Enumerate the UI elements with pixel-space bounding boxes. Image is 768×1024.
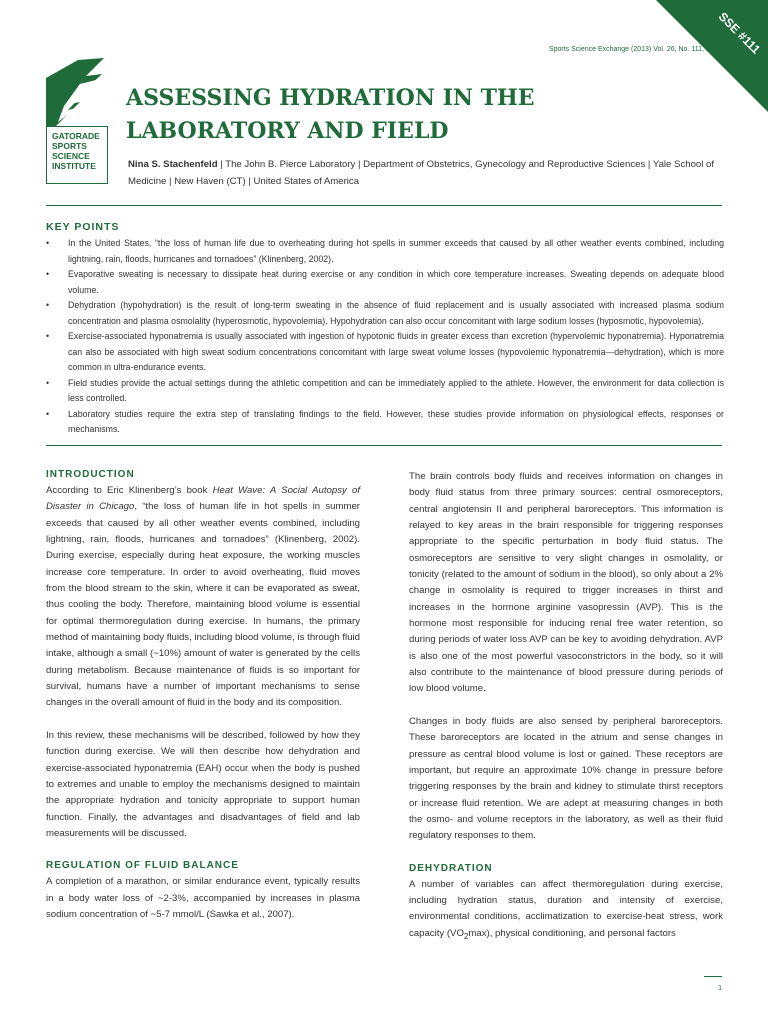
key-point-item: • Dehydration (hypohydration) is the result of long-term sweating in the absence of fluid replacement and is usually associated with increased plasma sodium concentration and plasma osmolality (hyperosmotic, hypovolemia). Hypohydration can also occur concomitant with large sodium losses (hyposmotic, hypovolemia). <box>46 298 724 329</box>
journal-citation: Sports Science Exchange (2013) Vol. 26, No. 111, 1-4 <box>548 46 716 53</box>
key-points-divider <box>46 445 722 446</box>
left-column <box>46 467 360 923</box>
author-affiliation: | The John B. Pierce Laboratory | Department of Obstetrics, Gynecology and Reproductive Sciences | Yale School of Medicine | New Haven (CT) | United States of America <box>128 159 715 187</box>
dehydration-paragraph-1: A number of variables can affect thermoregulation during exercise, including hydration status, duration and intensity of exercise, environmental conditions, acclimatization to exercise-heat stress, work capacity $(VO_2\max)$, physical conditioning, and personal factors <box>409 878 723 941</box>
introduction-paragraph-2: In this review, these mechanisms will be described, followed by how they function during exercise. We will then describe how dehydration and exercise-associated hyponatremia (EAH) occur when the body is pushed to extremes and unable to employ the mechanisms designed to maintain the appropriate hydration and tonicity appropriate to support human function. Finally, the advantages and disadvantages of field and lab measurements will be discussed. <box>46 729 360 839</box>
dehydration-heading: DEHYDRATION <box>409 862 493 874</box>
right-column <box>409 469 723 945</box>
author-name: Nina S. Stachenfeld <box>128 159 218 170</box>
byline <box>128 156 724 190</box>
logo-text-line: GATORADE <box>52 131 100 141</box>
introduction-heading: INTRODUCTION <box>46 469 135 480</box>
key-point-item: • Evaporative sweating is necessary to dissipate heat during exercise or any condition in which core temperature increases. Sweating depends on adequate blood volume. <box>46 267 724 298</box>
key-points-list <box>46 236 724 438</box>
logo-text-line: SPORTS <box>52 141 87 151</box>
header-divider <box>46 205 722 206</box>
book-title: Heat Wave: A Social Autopsy of Disaster in Chicago <box>46 485 360 513</box>
key-points-title: KEY POINTS <box>46 221 120 233</box>
logo-text-line: SCIENCE <box>52 151 90 161</box>
key-point-item: • Field studies provide the actual settings during the athletic competition and can be immediately applied to the athlete. However, the environment for data collection is less controlled. <box>46 376 724 407</box>
baroreceptor-paragraph: Changes in body fluids are also sensed by peripheral baroreceptors. These baroreceptors are located in the atrium and sense changes in pressure as central blood volume is lost or gained. These receptors are important, but require an approximate 10% change in pressure before triggering responses by the brain and kidney to stimulate thirst receptors or increase fluid retention. We are adept at measuring changes in both the osmo- and volume receptors in the laboratory, as well as their fluid regulatory responses to them. <box>409 715 723 842</box>
sse-issue-tag: SSE #111 <box>716 9 764 57</box>
footer-rule <box>704 976 722 977</box>
key-point-item: • Laboratory studies require the extra step of translating findings to the field. However, these studies provide information on physiological effects, responses or mechanisms. <box>46 407 724 438</box>
logo-text-line: INSTITUTE <box>52 161 96 171</box>
introduction-paragraph-1: According to Eric Klinenberg’s book Heat Wave: A Social Autopsy of Disaster in Chicago, “the loss of human life in hot spells in summer exceeds that caused by all other weather events combined, including lightning, rain, floods, hurricanes and tornadoes” (Klinenberg, 2002). During exercise, especially during heat exposure, the working muscles increase core temperature. In order to avoid overheating, fluid moves from the blood stream to the skin, where it can be evaporated as sweat, thus cooling the body. Therefore, maintaining blood volume is essential for optimal thermoregulation during exercise. In humans, the primary method of maintaining body fluids, including blood volume, is through fluid intake, although a small (~10%) amount of water is generated by the cells during metabolism. Because maintenance of fluids is so important for survival, humans have a number of important mechanisms to sense changes in the overall amount of fluid in the body and its composition. <box>46 485 360 709</box>
lightning-bolt-icon <box>46 58 108 130</box>
page-number: 1 <box>718 985 722 992</box>
logo-box <box>46 126 108 184</box>
key-point-item: • Exercise-associated hyponatremia is usually associated with ingestion of hypotonic fluids in greater excess than excretion (hypervolemic hyponatremia). Hyponatremia can also be associated with high sweat sodium concentrations concomitant with large sweat volume losses (hypovolemic hyponatremia—dehydration), which is more common in ultra-endurance events. <box>46 329 724 376</box>
regulation-paragraph-1: A completion of a marathon, or similar endurance event, typically results in a body water loss of ~2-3%, accompanied by increases in plasma sodium concentration of ~5-7 mmol/L (Sawka et al., 2007). <box>46 876 360 920</box>
brain-control-paragraph: The brain controls body fluids and receives information on changes in body fluid status from three primary sources: central osmoreceptors, central angiotensin II and peripheral baroreceptors. This information is relayed to key areas in the brain responsible for triggering responses appropriate to the specific perturbation in body fluid status. The osmoreceptors are sensitive to very slight changes in osmolality, or tonicity (related to the amount of sodium in the blood), so only about a 2% change in osmolality is required to trigger increases in thirst and increases in the hormone arginine vasopressin (AVP). This is the hormone most responsible for inducing renal free water retention, so during periods of water loss AVP can be key to avoiding dehydration. AVP is also one of the most powerful vasoconstrictors in the body, so it will also contribute to the maintenance of blood pressure during periods of low blood volume. <box>409 471 723 695</box>
article-title: ASSESSING HYDRATION IN THE LABORATORY AND FIELD <box>126 85 535 144</box>
gssi-logo <box>46 58 108 186</box>
regulation-heading: REGULATION OF FLUID BALANCE <box>46 860 239 872</box>
key-point-item: • In the United States, “the loss of human life due to overheating during hot spells in summer exceeds that caused by all other weather events combined, including lightning, rain, floods, hurricanes and tornadoes” (Klinenberg, 2002). <box>46 236 724 267</box>
